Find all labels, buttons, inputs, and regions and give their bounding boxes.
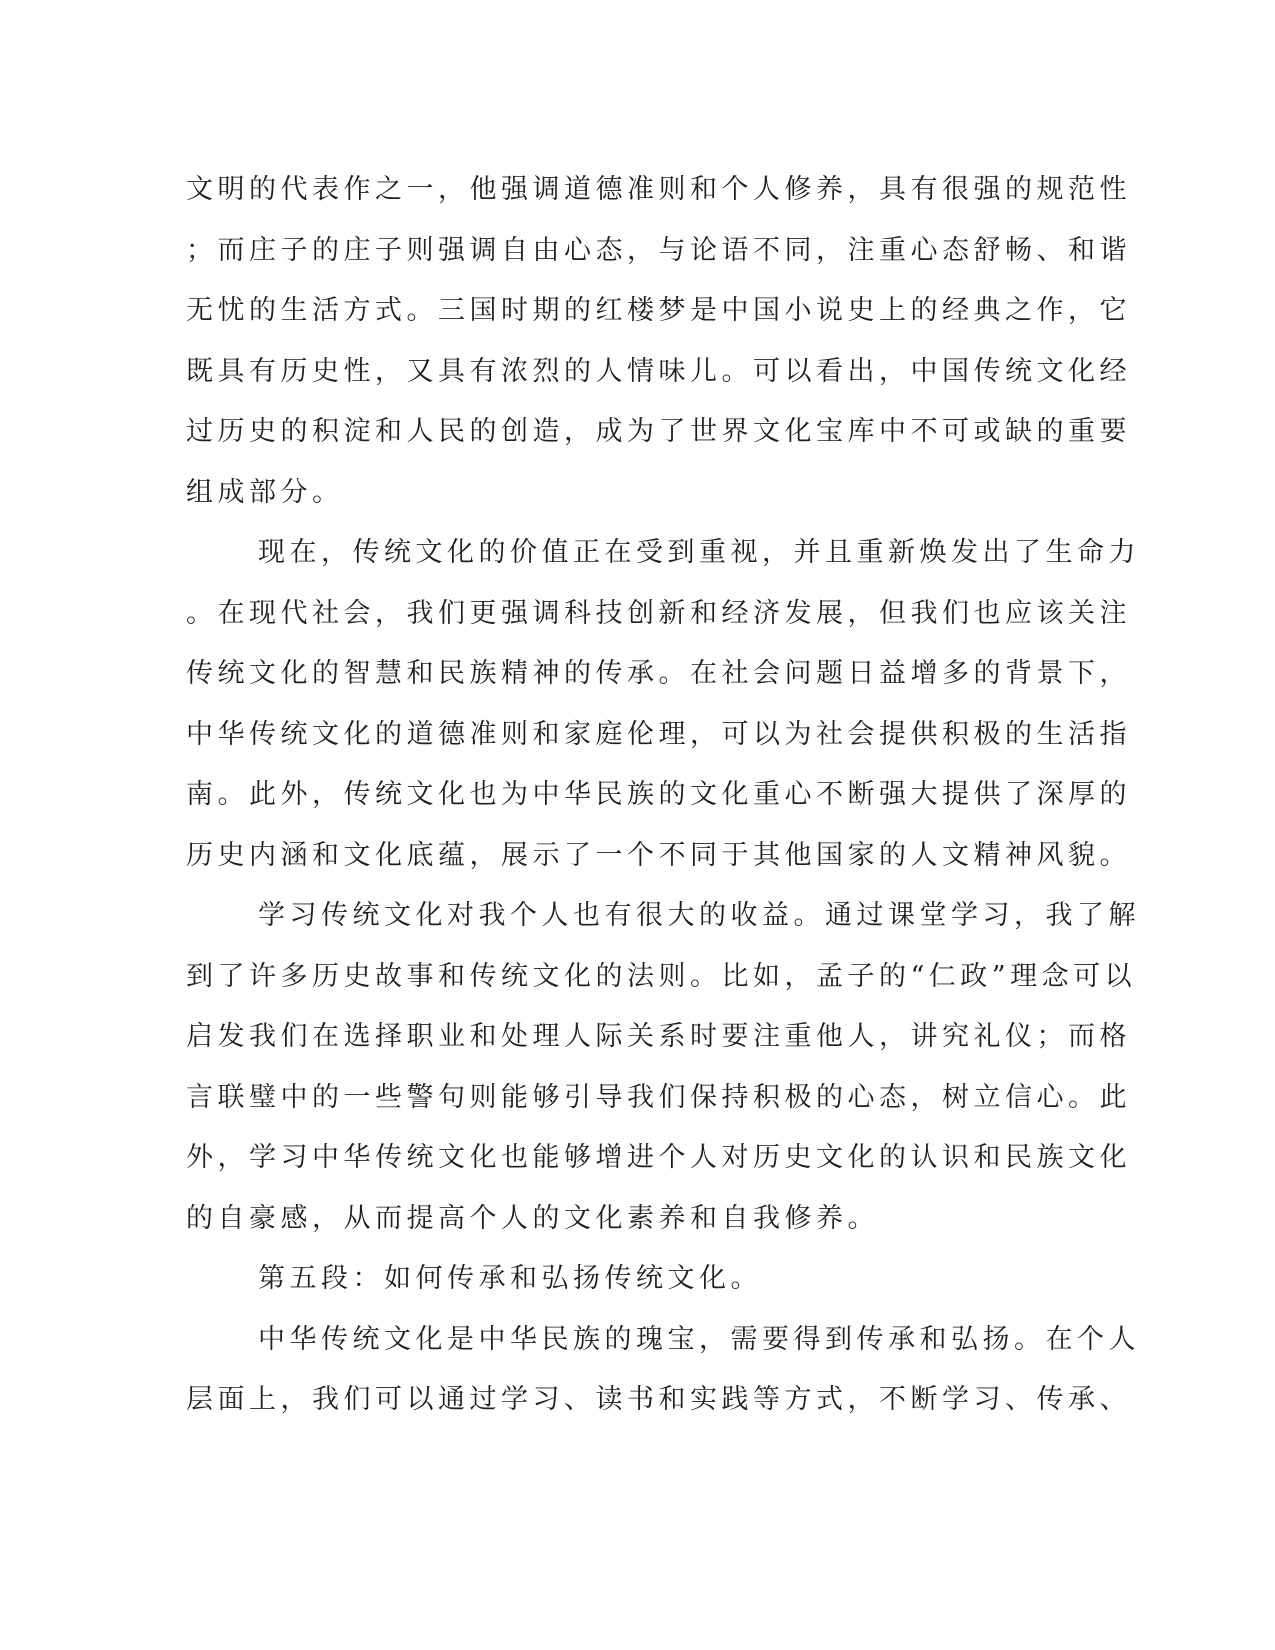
text-line: 历史内涵和文化底蕴，展示了一个不同于其他国家的人文精神风貌。 <box>186 839 1131 871</box>
text-line: 外，学习中华传统文化也能够增进个人对历史文化的认识和民族文化 <box>186 1142 1131 1173</box>
paragraph <box>186 523 1140 886</box>
text-line: 过历史的积淀和人民的创造，成为了世界文化宝库中不可或缺的重要 <box>186 416 1131 447</box>
text-line: 现在，传统文化的价值正在受到重视，并且重新焕发出了生命力 <box>258 537 1140 568</box>
paragraph <box>186 1249 1056 1310</box>
text-line: 的自豪感，从而提高个人的文化素养和自我修养。 <box>186 1202 879 1234</box>
text-line: 层面上，我们可以通过学习、读书和实践等方式，不断学习、传承、 <box>186 1384 1131 1415</box>
document-body <box>186 160 1140 1431</box>
text-line: ；而庄子的庄子则强调自由心态，与论语不同，注重心态舒畅、和谐 <box>186 234 1131 266</box>
text-line: 第五段：如何传承和弘扬传统文化。 <box>258 1263 762 1294</box>
text-line: 组成部分。 <box>186 476 344 508</box>
text-line: 。在现代社会，我们更强调科技创新和经济发展，但我们也应该关注 <box>186 597 1131 629</box>
text-line: 南。此外，传统文化也为中华民族的文化重心不断强大提供了深厚的 <box>186 779 1131 810</box>
text-line: 学习传统文化对我个人也有很大的收益。通过课堂学习，我了解 <box>258 900 1140 931</box>
text-line: 无忧的生活方式。三国时期的红楼梦是中国小说史上的经典之作，它 <box>186 295 1131 326</box>
text-line: 文明的代表作之一，他强调道德准则和个人修养，具有很强的规范性 <box>186 174 1131 205</box>
text-line: 启发我们在选择职业和处理人际关系时要注重他人，讲究礼仪；而格 <box>186 1021 1131 1052</box>
paragraph <box>186 160 1131 523</box>
text-line: 既具有历史性，又具有浓烈的人情味儿。可以看出，中国传统文化经 <box>186 355 1131 387</box>
paragraph <box>186 1310 1140 1431</box>
paragraph <box>186 886 1140 1249</box>
text-line: 言联璧中的一些警句则能够引导我们保持积极的心态，树立信心。此 <box>186 1081 1131 1113</box>
text-line: 中华传统文化的道德准则和家庭伦理，可以为社会提供积极的生活指 <box>186 718 1131 750</box>
text-line: 到了许多历史故事和传统文化的法则。比如，孟子的“仁政”理念可以 <box>186 960 1137 992</box>
text-line: 中华传统文化是中华民族的瑰宝，需要得到传承和弘扬。在个人 <box>258 1323 1140 1355</box>
text-line: 传统文化的智慧和民族精神的传承。在社会问题日益增多的背景下， <box>186 658 1131 689</box>
